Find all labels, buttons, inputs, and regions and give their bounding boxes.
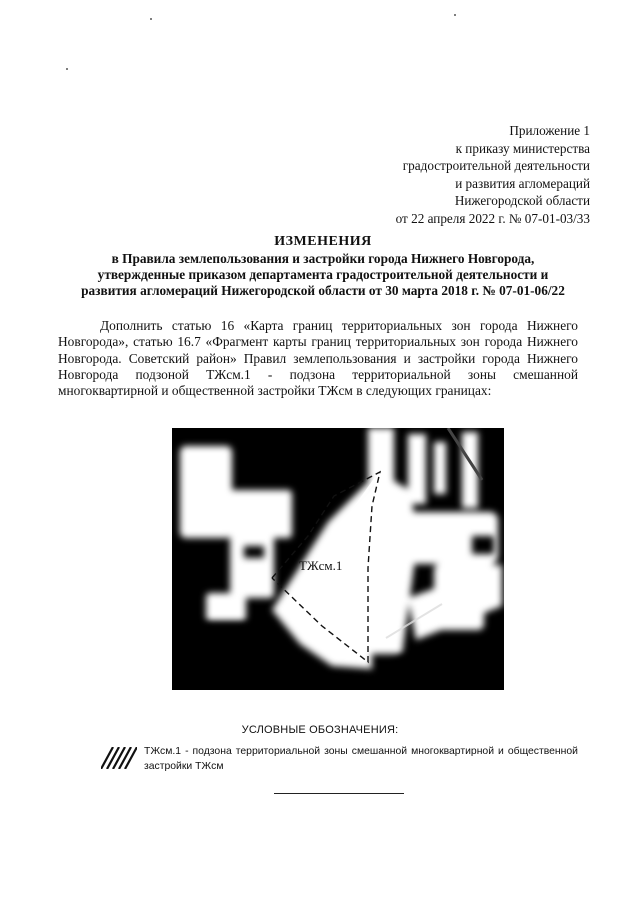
zone-map xyxy=(172,428,504,690)
bottom-divider xyxy=(274,793,404,794)
hatch-swatch-icon xyxy=(101,747,137,769)
legend-title: УСЛОВНЫЕ ОБОЗНАЧЕНИЯ: xyxy=(241,724,399,736)
body-paragraph: Дополнить статью 16 «Карта границ территориальных зон города Нижнего Новгорода», статью 16.7 «Фрагмент карты границ территориальных зон города Нижнего Новгорода. Советский район» Правил землепользования и застройки города Нижнего Новгорода подзоной ТЖсм.1 - подзона территориальной зоны смешанной многоквартирной и общественной застройки ТЖсм в следующих границах: xyxy=(58,318,578,399)
appendix-line: и развития агломераций xyxy=(455,175,590,191)
legend-description: ТЖсм.1 - подзона территориальной зоны смешанной многоквартирной и общественной застройки ТЖсм xyxy=(144,746,578,772)
scan-speck xyxy=(454,14,456,16)
appendix-line: Приложение 1 xyxy=(509,123,590,138)
scan-speck xyxy=(150,18,152,20)
appendix-line: к приказу министерства xyxy=(455,140,590,156)
appendix-block xyxy=(396,122,590,227)
map-image xyxy=(172,428,504,690)
heading-line: развития агломераций Нижегородской области от 30 марта 2018 г. № 07-01-06/22 xyxy=(81,283,565,298)
appendix-line: градостроительной деятельности xyxy=(402,158,590,173)
document-heading xyxy=(40,234,606,299)
scan-speck xyxy=(66,68,68,70)
heading-line: утвержденные приказом департамента градостроительной деятельности и xyxy=(97,267,549,282)
appendix-line: Нижегородской области xyxy=(454,193,590,208)
heading-line: в Правила землепользования и застройки города Нижнего Новгорода, xyxy=(111,251,535,266)
zone-label: ТЖсм.1 xyxy=(299,558,343,573)
appendix-line: от 22 апреля 2022 г. № 07-01-03/33 xyxy=(395,210,590,226)
heading-title: ИЗМЕНЕНИЯ xyxy=(274,234,372,249)
